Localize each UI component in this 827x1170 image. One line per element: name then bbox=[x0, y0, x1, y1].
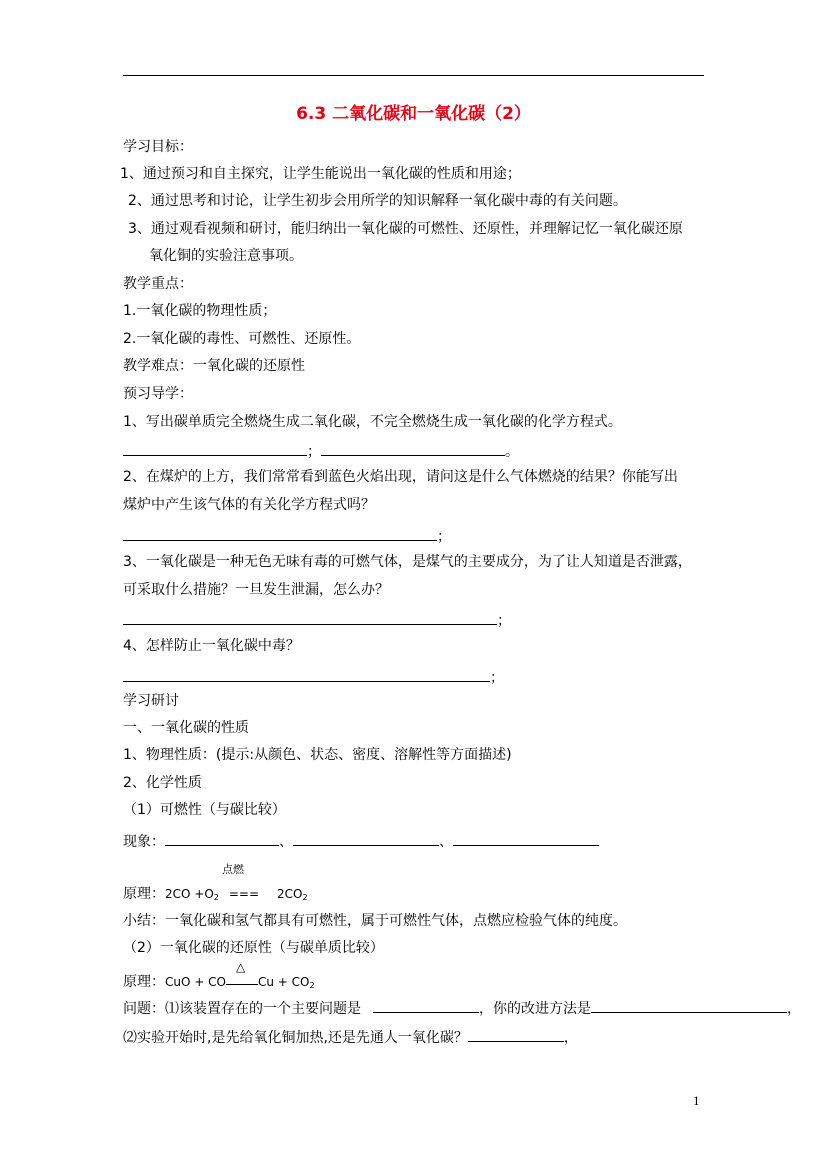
answer-blank[interactable] bbox=[373, 999, 479, 1013]
objective-item: 1、通过预习和自主探究，让学生能说出一氧化碳的性质和用途； bbox=[120, 166, 521, 182]
answer-line-row: ； 。 bbox=[123, 442, 519, 459]
answer-blank[interactable] bbox=[123, 442, 307, 456]
answer-blank[interactable] bbox=[165, 832, 279, 846]
answer-blank[interactable] bbox=[123, 527, 437, 541]
answer-blank[interactable] bbox=[591, 999, 787, 1013]
reducibility-heading: （2）一氧化碳的还原性（与碳单质比较） bbox=[123, 940, 384, 956]
answer-blank[interactable] bbox=[123, 611, 497, 625]
answer-line-row: ； bbox=[123, 668, 504, 685]
reduction-equation: 原理：CuO + CO △ $Cu + CO_2$ bbox=[123, 960, 315, 990]
combustibility-heading: （1）可燃性（与碳比较） bbox=[123, 802, 286, 818]
answer-line-row: ； bbox=[123, 527, 451, 544]
heating-arrow: △ bbox=[226, 972, 258, 986]
preview-question-2: 2、在煤炉的上方，我们常常看到蓝色火焰出现，请问这是什么气体燃烧的结果？你能写出 bbox=[123, 469, 678, 485]
answer-line-row: ； bbox=[123, 611, 511, 628]
objective-item: 2、通过思考和讨论，让学生初步会用所学的知识解释一氧化碳中毒的有关问题。 bbox=[128, 193, 627, 209]
page-number: 1 bbox=[693, 1093, 700, 1108]
answer-blank[interactable] bbox=[321, 442, 505, 456]
summary-text: 小结：一氧化碳和氢气都具有可燃性，属于可燃性气体，点燃应检验气体的纯度。 bbox=[123, 913, 627, 929]
objective-item: 3、通过观看视频和研讨，能归纳出一氧化碳的可燃性、还原性，并理解记忆一氧化碳还原 bbox=[128, 221, 683, 237]
key-point-item: 1.一氧化碳的物理性质； bbox=[123, 303, 277, 319]
difficulty-text: 教学难点：一氧化碳的还原性 bbox=[123, 358, 305, 374]
key-point-item: 2.一氧化碳的毒性、可燃性、还原性。 bbox=[123, 331, 361, 347]
answer-blank[interactable] bbox=[453, 832, 599, 846]
preview-heading: 预习导学： bbox=[123, 386, 193, 402]
answer-blank[interactable] bbox=[123, 668, 490, 682]
page-title: 6.3 二氧化碳和一氧化碳（2） bbox=[296, 104, 531, 124]
preview-question-1: 1、写出碳单质完全燃烧生成二氧化碳，不完全燃烧生成一氧化碳的化学方程式。 bbox=[123, 414, 622, 430]
objective-item: 氧化铜的实验注意事项。 bbox=[149, 248, 303, 264]
question-row-2: ⑵实验开始时,是先给氧化铜加热,还是先通人一氧化碳？ ， bbox=[123, 1030, 578, 1046]
chemical-properties: 2、化学性质 bbox=[123, 775, 202, 791]
answer-blank[interactable] bbox=[293, 832, 439, 846]
physical-properties: 1、物理性质：(提示:从颜色、状态、密度、溶解性等方面描述) bbox=[123, 747, 512, 763]
key-points-heading: 教学重点： bbox=[123, 276, 193, 292]
preview-question-3: 3、一氧化碳是一种无色无味有毒的可燃气体，是煤气的主要成分，为了让人知道是否泄露， bbox=[123, 554, 692, 570]
objectives-heading: 学习目标： bbox=[123, 139, 193, 155]
phenomenon-row: 现象： 、 、 bbox=[123, 832, 599, 849]
study-heading: 学习研讨 bbox=[123, 693, 179, 709]
header-rule bbox=[123, 75, 704, 76]
reaction-condition: 点燃 bbox=[222, 863, 244, 876]
question-row-1: 问题：⑴该装置存在的一个主要问题是 ，你的改进方法是 ， bbox=[123, 1001, 801, 1017]
preview-question-4: 4、怎样防止一氧化碳中毒？ bbox=[123, 638, 300, 654]
preview-question-3-cont: 可采取什么措施？一旦发生泄漏，怎么办？ bbox=[123, 582, 389, 598]
section-heading: 一、一氧化碳的性质 bbox=[123, 720, 249, 736]
preview-question-2-cont: 煤炉中产生该气体的有关化学方程式吗？ bbox=[123, 497, 375, 513]
combustion-equation: 原理：$2CO +O_2$ === $2CO_2$ bbox=[123, 886, 308, 902]
answer-blank[interactable] bbox=[468, 1028, 564, 1042]
